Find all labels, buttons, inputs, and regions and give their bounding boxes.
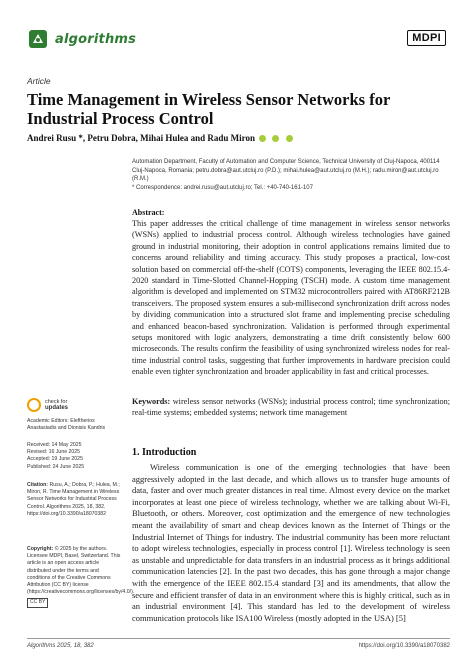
accepted-date: Accepted: 19 June 2025 — [27, 456, 83, 463]
history-dates — [27, 442, 122, 471]
abstract-text: This paper addresses the critical challenge of time management in wireless sensor networks (WSNs) applied to industrial process control. Although wireless technologies have gained ground in industrial monitoring, their adoption in control applications remains limited due to concerns around reliability and timing accuracy. This study proposes a practical, low-cost solution based on commercial off-the-shelf (COTS) components, leveraging the IEEE 802.15.4-2020 standard in Time-Slotted Channel-Hopping (TSCH) mode. A custom time management algorithm is developed and implemented on STM32 microcontrollers paired with AT86RF212B transceivers. The proposed system ensures a sub-millisecond synchronization drift across nodes by dividing communication into a structured slot frame and implementing precise scheduling and enhanced beacon-based synchronization. Validation is performed through experimental setups monitored with logic analyzers, demonstrating a time drift consistently below 600 microseconds. The results confirm the feasibility of using synchronized wireless nodes for real-time industrial control tasks, suggesting that further improvements in hardware precision could enable even tighter synchronization and broader applicability in fast and critical processes. — [132, 219, 450, 377]
article-type: Article — [27, 76, 51, 86]
check-updates-line1: check for — [45, 399, 68, 405]
affiliation-block — [132, 158, 452, 192]
received-date: Received: 14 May 2025 — [27, 442, 82, 448]
orcid-icon[interactable] — [272, 135, 279, 142]
citation-block — [27, 482, 122, 518]
section-heading: 1. Introduction — [132, 447, 197, 458]
authors-text: Andrei Rusu *, Petru Dobra, Mihai Hulea and Radu Miron — [27, 133, 255, 143]
keywords-label: Keywords: — [132, 397, 171, 406]
published-date: Published: 24 June 2025 — [27, 463, 85, 470]
keywords-block — [132, 396, 450, 419]
introduction-paragraph: Wireless communication is one of the emerging technologies that have been aggressively adopted in the last decade, and which allows us to transfer huge amounts of data, faster and over much greater distances in real time. Almost every device on the market incorporates at least one piece of wireless technology, whether we are talking about Wi-Fi, Bluetooth, or others. Moreover, cost optimization and the emergence of new technologies meant the availability of smart and cheap devices known as the Internet of Things or the Industrial Internet of Things for industry. The industrial community has been more reluctant to adopt wireless technologies, especially in process control [1]. Wireless technology is seen as unstable and unpredictable for data transfers in an industrial process as it brings additional communication latencies [2]. In the past two decades, this has gone through a major change with the emergence of the IEEE 802.15.4 standard [3] and its amendments, that allow the secure and efficient transfer of data in an environment where this is highly critical, such as in an industrial environment [4]. This standard has led to the development of wireless communication protocols like ISA100 Wireless (mostly adopted in the USA) [5] — [132, 462, 450, 623]
check-updates-icon — [27, 398, 41, 412]
abstract-heading: Abstract: — [132, 208, 165, 217]
revised-date: Revised: 16 June 2025 — [27, 449, 81, 456]
footer-divider — [27, 638, 450, 639]
journal-logo — [27, 28, 136, 50]
citation-text: Rusu, A.; Dobra, P.; Hulea, M.; Miron, R. Time Management in Wireless Sensor Networks for Industrial Process Control. Algorithms 2025, 18, 382. https://doi.org/10.3390/a18070382 — [27, 482, 120, 517]
orcid-icon[interactable] — [286, 135, 293, 142]
check-updates-line2: updates — [45, 405, 69, 411]
footer-citation: Algorithms 2025, 18, 382 — [27, 643, 94, 649]
journal-name: algorithms — [55, 31, 137, 47]
author-list — [27, 133, 447, 143]
affiliation-text: Automation Department, Faculty of Automation and Computer Science, Technical University of Cluj-Napoca, 400114 Cluj-Napoca, Romania; petru.dobra@aut.utcluj.ro (P.D.); mihai.hulea@aut.utcluj.ro (M.H.); radu.miron@aut.utcluj.ro (R.M.) — [132, 159, 440, 182]
keywords-text: wireless sensor networks (WSNs); industrial process control; time synchronization; real-time systems; embedded systems; network time management — [132, 397, 450, 418]
copyright-text: © 2025 by the authors. Licensee MDPI, Basel, Switzerland. This article is an open access article distributed under the terms and conditions of the Creative Commons Attribution (CC BY) license (https://creativecommons.org/licenses/by/4.0/). — [27, 546, 135, 596]
copyright-block — [27, 546, 135, 608]
copyright-label: Copyright: — [27, 546, 54, 552]
academic-editors: Academic Editors: Eleftherios Anastasiadis and Dionisis Kandris — [27, 418, 106, 432]
cc-by-badge[interactable]: CC BY — [27, 598, 48, 607]
paper-title: Time Management in Wireless Sensor Networks for Industrial Process Control — [27, 90, 390, 128]
publisher-logo: MDPI — [407, 30, 446, 46]
orcid-icon[interactable] — [259, 135, 266, 142]
page-footer — [27, 643, 450, 649]
correspondence-text: * Correspondence: andrei.rusu@aut.utcluj.ro; Tel.: +40-740-161-107 — [132, 184, 313, 191]
algorithms-logo-icon — [27, 28, 49, 50]
footer-doi-link[interactable]: https://doi.org/10.3390/a18070382 — [358, 643, 450, 649]
check-for-updates-badge[interactable] — [27, 398, 68, 412]
citation-label: Citation: — [27, 482, 49, 488]
